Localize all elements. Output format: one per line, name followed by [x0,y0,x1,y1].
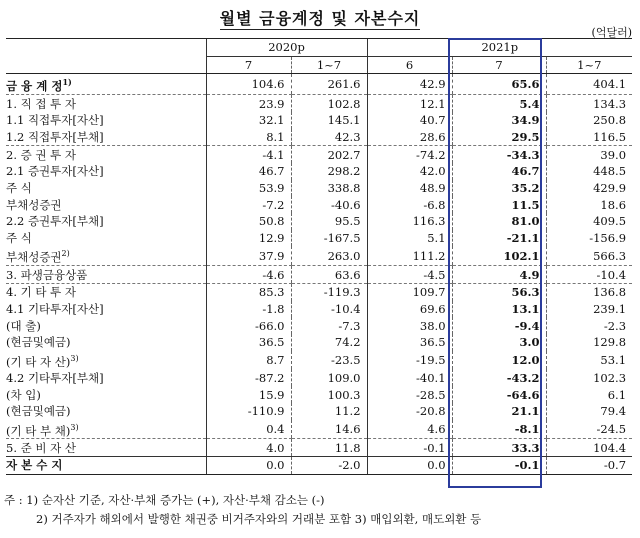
cell-value: 145.1 [291,112,367,129]
cell-value: 13.1 [452,301,546,318]
cell-value: 4.6 [367,420,452,439]
footnote-line: 주 : 1) 순자산 기준, 자산·부채 증가는 (+), 자산·부채 감소는 (-) [4,493,325,507]
cell-value: 18.6 [546,196,632,213]
header-col: 7 [206,56,291,74]
table-row [6,230,632,247]
cell-value: 5.1 [367,230,452,247]
row-label: (대 출) [6,318,41,333]
table-row [6,129,632,146]
cell-value: 65.6 [452,74,546,95]
row-label: 4.2 기타투자[부채] [6,370,104,385]
cell-value: -64.6 [452,386,546,403]
table-row [6,369,632,386]
cell-value: 116.5 [546,129,632,146]
cell-value: 15.9 [206,386,291,403]
cell-value: 261.6 [291,74,367,95]
table-row [6,95,632,112]
page-title: 월별 금융계정 및 자본수지 [219,9,421,28]
cell-value: -8.1 [452,420,546,439]
footnotes [4,491,481,529]
table-row [6,283,632,300]
cell-value: 42.9 [367,74,452,95]
cell-value: 53.1 [546,351,632,370]
header-col: 1~7 [291,56,367,74]
cell-value: -110.9 [206,403,291,420]
row-label: 2. 증 권 투 자 [6,147,77,162]
cell-value: 263.0 [291,246,367,265]
table-row [6,334,632,351]
cell-value: 63.6 [291,266,367,284]
table-row [6,213,632,230]
cell-value: -0.1 [367,439,452,457]
cell-value: 429.9 [546,180,632,197]
row-label: 3. 파생금융상품 [6,266,206,284]
cell-value: 102.1 [452,246,546,265]
header-year-2021: 2021p [367,39,632,57]
cell-value: -0.7 [546,457,632,475]
row-label: (현금및예금) [6,404,71,419]
row-label: 4. 기 타 투 자 [6,285,77,300]
table-row [6,146,632,163]
cell-value: 14.6 [291,420,367,439]
footnote-line: 2) 거주자가 해외에서 발행한 채권중 비거주자와의 거래분 포함 3) 매입외환, 매도외환 등 [36,512,482,526]
cell-value: -119.3 [291,283,367,300]
cell-value: 104.4 [546,439,632,457]
cell-value: 29.5 [452,129,546,146]
cell-value: 32.1 [206,112,291,129]
cell-value: -40.6 [291,196,367,213]
cell-value: 40.7 [367,112,452,129]
cell-value: 3.0 [452,334,546,351]
row-label: (현금및예금) [6,335,71,350]
row-label: (차 입) [6,387,41,402]
cell-value: 0.0 [206,457,291,475]
cell-value: 53.9 [206,180,291,197]
cell-value: -21.1 [452,230,546,247]
cell-value: 33.3 [452,439,546,457]
cell-value: 36.5 [206,334,291,351]
table-row [6,163,632,180]
row-label: 1. 직 접 투 자 [6,96,77,111]
cell-value: 0.0 [367,457,452,475]
cell-value: 46.7 [206,163,291,180]
cell-value: 116.3 [367,213,452,230]
cell-value: 100.3 [291,386,367,403]
table-row [6,420,632,439]
cell-value: 136.8 [546,283,632,300]
cell-value: 39.0 [546,146,632,163]
cell-value: 74.2 [291,334,367,351]
row-label: 주 식 [6,180,32,195]
cell-value: 11.8 [291,439,367,457]
cell-value: 5.4 [452,95,546,112]
table-row [6,196,632,213]
footnote-marker: 3) [70,353,79,363]
cell-value: 34.9 [452,112,546,129]
footnote-marker: 3) [70,422,79,432]
cell-value: 56.3 [452,283,546,300]
cell-value: -1.8 [206,301,291,318]
row-label: 부채성증권 [6,197,62,212]
table-row [6,112,632,129]
header-row-years [6,39,632,57]
cell-value: 104.6 [206,74,291,95]
cell-value: 46.7 [452,163,546,180]
cell-value: 6.1 [546,386,632,403]
cell-value: -74.2 [367,146,452,163]
unit-label: (억달러) [591,26,632,39]
table-row [6,457,632,475]
cell-value: -2.0 [291,457,367,475]
cell-value: 0.4 [206,420,291,439]
header-col: 7 [452,56,546,74]
cell-value: 239.1 [546,301,632,318]
cell-value: -20.8 [367,403,452,420]
row-label: 5. 준 비 자 산 [6,439,206,457]
header-year-2020: 2020p [206,39,367,57]
cell-value: -2.3 [546,317,632,334]
row-label: (기 타 부 채)$^{3)}$ [6,420,206,439]
table-row [6,351,632,370]
cell-value: -156.9 [546,230,632,247]
row-label: 1.2 직접투자[부채] [6,129,206,146]
cell-value: 37.9 [206,246,291,265]
cell-value: 79.4 [546,403,632,420]
cell-value: -6.8 [367,196,452,213]
cell-value: 21.1 [452,403,546,420]
header-col: 1~7 [546,56,632,74]
row-label: 자 본 수 지 [6,457,206,475]
cell-value: 12.1 [367,95,452,112]
table-row [6,266,632,284]
cell-value: 102.8 [291,95,367,112]
financial-account-table [6,38,632,475]
cell-value: 448.5 [546,163,632,180]
table-row [6,439,632,457]
cell-value: 4.9 [452,266,546,284]
row-label: 부채성증권$^{2)}$ [6,246,206,265]
cell-value: -24.5 [546,420,632,439]
cell-value: 8.1 [206,129,291,146]
cell-value: 4.0 [206,439,291,457]
cell-value: 566.3 [546,246,632,265]
row-label: 1.1 직접투자[자산] [6,113,104,128]
footnote-marker: 1) [62,77,72,88]
cell-value: 111.2 [367,246,452,265]
row-label: 2.2 증권투자[부채] [6,214,104,229]
cell-value: 28.6 [367,129,452,146]
row-label: 2.1 증권투자[자산] [6,164,104,179]
table-row [6,74,632,95]
cell-value: 69.6 [367,301,452,318]
cell-value: 42.0 [367,163,452,180]
cell-value: 109.7 [367,283,452,300]
cell-value: 250.8 [546,112,632,129]
cell-value: -28.5 [367,386,452,403]
header-col: 6 [367,56,452,74]
cell-value: -7.3 [291,317,367,334]
cell-value: -10.4 [546,266,632,284]
cell-value: -10.4 [291,301,367,318]
cell-value: -7.2 [206,196,291,213]
footnote-marker: 2) [61,249,70,259]
table-row [6,301,632,318]
cell-value: 338.8 [291,180,367,197]
row-label: 주 식 [6,231,32,246]
cell-value: 134.3 [546,95,632,112]
cell-value: -87.2 [206,369,291,386]
cell-value: 109.0 [291,369,367,386]
cell-value: -4.1 [206,146,291,163]
cell-value: -4.5 [367,266,452,284]
cell-value: 48.9 [367,180,452,197]
cell-value: -9.4 [452,317,546,334]
table-row [6,180,632,197]
table-row [6,246,632,265]
cell-value: 12.0 [452,351,546,370]
table-row [6,317,632,334]
row-label: 금 융 계 정$^{1)}$ [6,74,206,95]
cell-value: 81.0 [452,213,546,230]
cell-value: 202.7 [291,146,367,163]
cell-value: -19.5 [367,351,452,370]
cell-value: -34.3 [452,146,546,163]
row-label: (기 타 자 산)$^{3)}$ [6,353,79,369]
cell-value: 50.8 [206,213,291,230]
cell-value: 95.5 [291,213,367,230]
cell-value: 409.5 [546,213,632,230]
cell-value: 42.3 [291,129,367,146]
cell-value: 11.5 [452,196,546,213]
cell-value: -40.1 [367,369,452,386]
cell-value: -4.6 [206,266,291,284]
cell-value: 11.2 [291,403,367,420]
cell-value: -167.5 [291,230,367,247]
table-row [6,403,632,420]
cell-value: 404.1 [546,74,632,95]
cell-value: 129.8 [546,334,632,351]
cell-value: -23.5 [291,351,367,370]
cell-value: 8.7 [206,351,291,370]
cell-value: -0.1 [452,457,546,475]
cell-value: 35.2 [452,180,546,197]
cell-value: -66.0 [206,317,291,334]
table-row [6,386,632,403]
cell-value: 85.3 [206,283,291,300]
cell-value: 102.3 [546,369,632,386]
cell-value: 298.2 [291,163,367,180]
cell-value: 36.5 [367,334,452,351]
cell-value: 23.9 [206,95,291,112]
cell-value: 38.0 [367,317,452,334]
cell-value: 12.9 [206,230,291,247]
cell-value: -43.2 [452,369,546,386]
row-label: 4.1 기타투자[자산] [6,301,104,316]
